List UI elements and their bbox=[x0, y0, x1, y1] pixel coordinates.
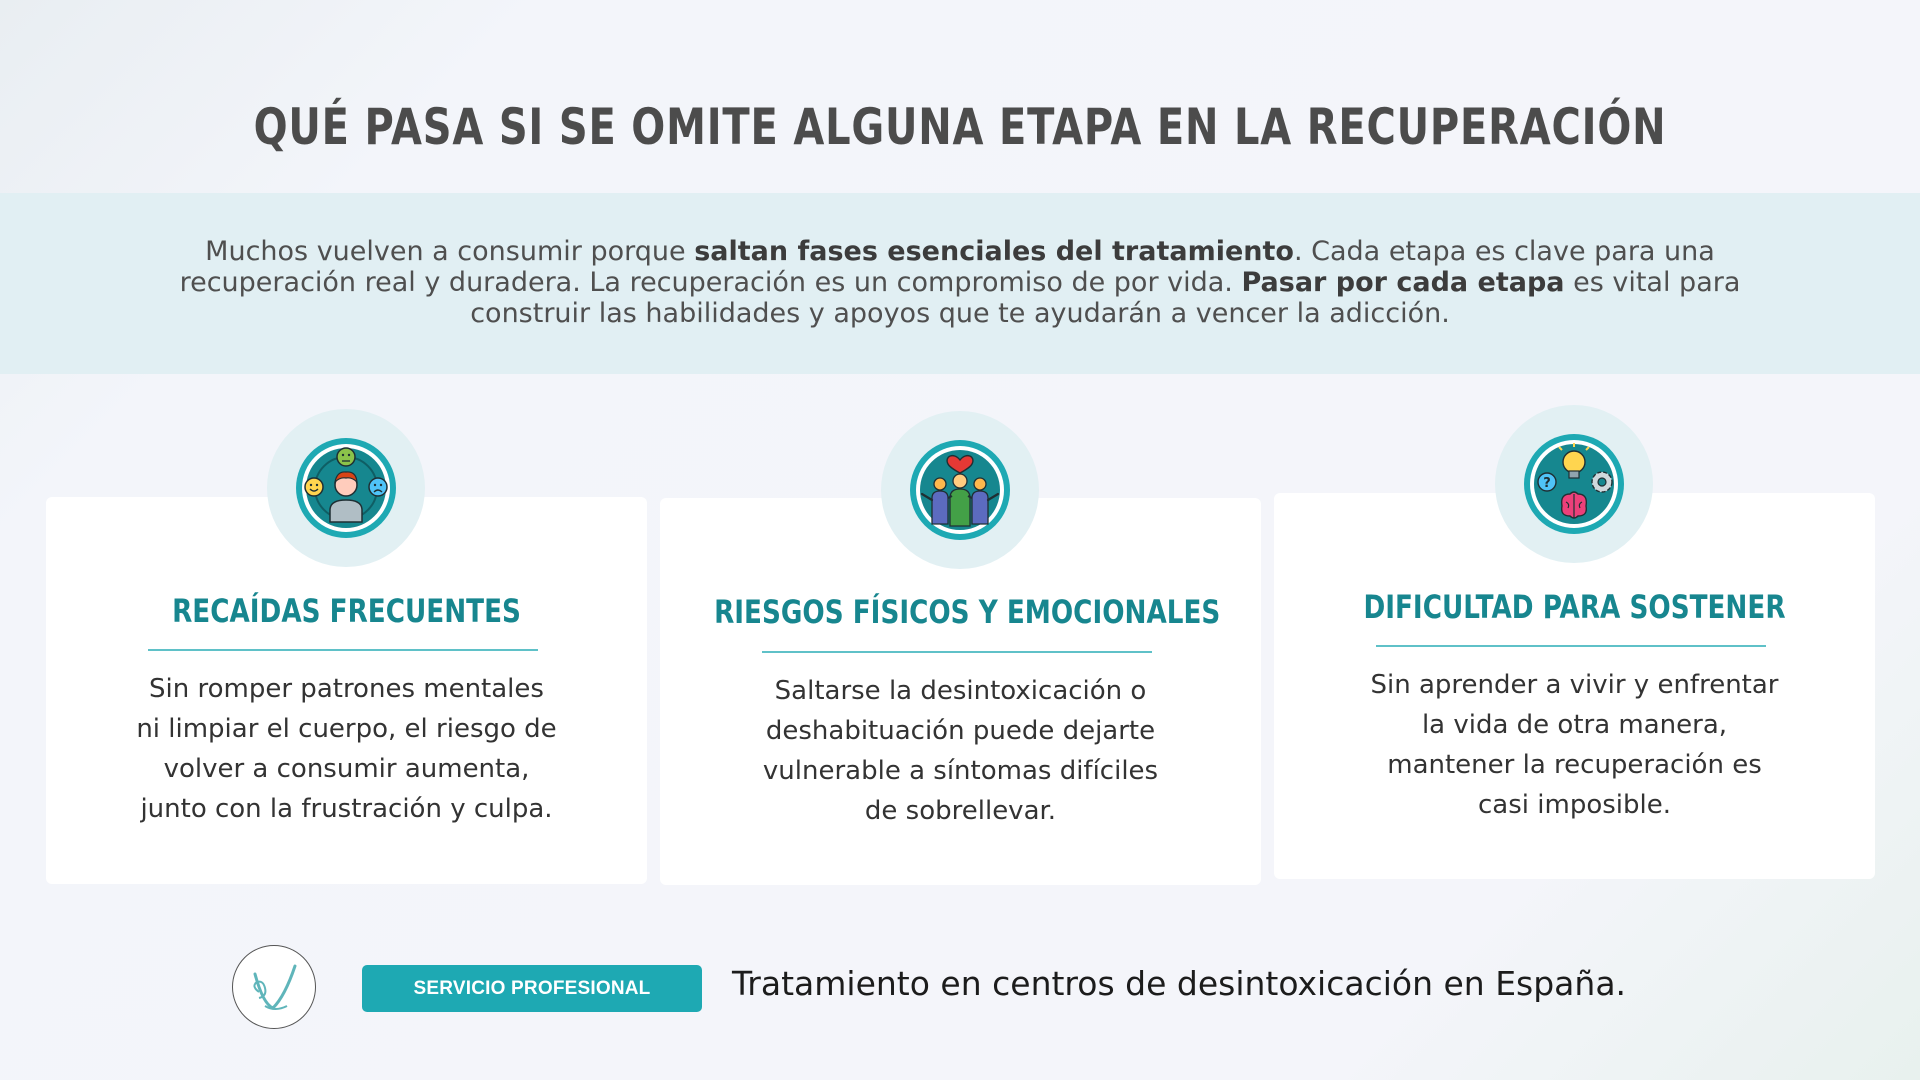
service-badge: SERVICIO PROFESIONAL bbox=[362, 965, 702, 1012]
card-body bbox=[700, 671, 1221, 831]
icon-circle bbox=[881, 411, 1039, 569]
card-divider bbox=[148, 649, 538, 651]
intro-paragraph bbox=[170, 236, 1750, 329]
card-body bbox=[86, 669, 607, 829]
card-body-line: junto con la frustración y culpa. bbox=[140, 794, 553, 824]
intro-text-2: . Cada etapa es clave para una recuperación real y duradera. La recuperación es un compromiso de por vida. bbox=[179, 236, 1715, 298]
intro-text-1: Muchos vuelven a consumir porque bbox=[205, 236, 695, 267]
svg-text:?: ? bbox=[1543, 476, 1551, 491]
card-body bbox=[1314, 665, 1835, 825]
support-group-heart-icon bbox=[908, 438, 1012, 542]
brand-logo bbox=[232, 945, 316, 1029]
card-body-line: ni limpiar el cuerpo, el riesgo de bbox=[136, 714, 557, 744]
brand-logo-icon bbox=[239, 952, 309, 1022]
brain-ideas-gear-icon bbox=[1522, 432, 1626, 536]
card-title: RECAÍDAS FRECUENTES bbox=[172, 592, 521, 630]
card-body-line: de sobrellevar. bbox=[864, 796, 1057, 826]
card-title: RIESGOS FÍSICOS Y EMOCIONALES bbox=[714, 593, 1221, 631]
card-body-line: casi imposible. bbox=[1478, 790, 1671, 820]
emotions-person-icon bbox=[294, 436, 398, 540]
card-body-line: vulnerable a síntomas difíciles bbox=[762, 756, 1159, 786]
icon-circle bbox=[267, 409, 425, 567]
card-divider bbox=[1376, 645, 1766, 647]
card-body-line: la vida de otra manera, bbox=[1421, 710, 1728, 740]
card-title: DIFICULTAD PARA SOSTENER bbox=[1363, 588, 1786, 626]
intro-bold-2: Pasar por cada etapa bbox=[1241, 267, 1565, 298]
intro-bold-1: saltan fases esenciales del tratamiento bbox=[694, 236, 1294, 267]
icon-circle bbox=[1495, 405, 1653, 563]
page-title: QUÉ PASA SI SE OMITE ALGUNA ETAPA EN LA RECUPERACIÓN bbox=[253, 98, 1667, 156]
card-divider bbox=[762, 651, 1152, 653]
card-body-line: volver a consumir aumenta, bbox=[163, 754, 530, 784]
footer-tagline: Tratamiento en centros de desintoxicación en España. bbox=[732, 964, 1627, 1003]
card-body-line: Sin aprender a vivir y enfrentar bbox=[1370, 670, 1779, 700]
card-body-line: mantener la recuperación es bbox=[1387, 750, 1762, 780]
card-body-line: Saltarse la desintoxicación o bbox=[774, 676, 1147, 706]
card-body-line: deshabituación puede dejarte bbox=[765, 716, 1156, 746]
card-body-line: Sin romper patrones mentales bbox=[149, 674, 544, 704]
intro-text-3: es vital para construir las habilidades y apoyos que te ayudarán a vencer la adicción. bbox=[470, 267, 1741, 329]
